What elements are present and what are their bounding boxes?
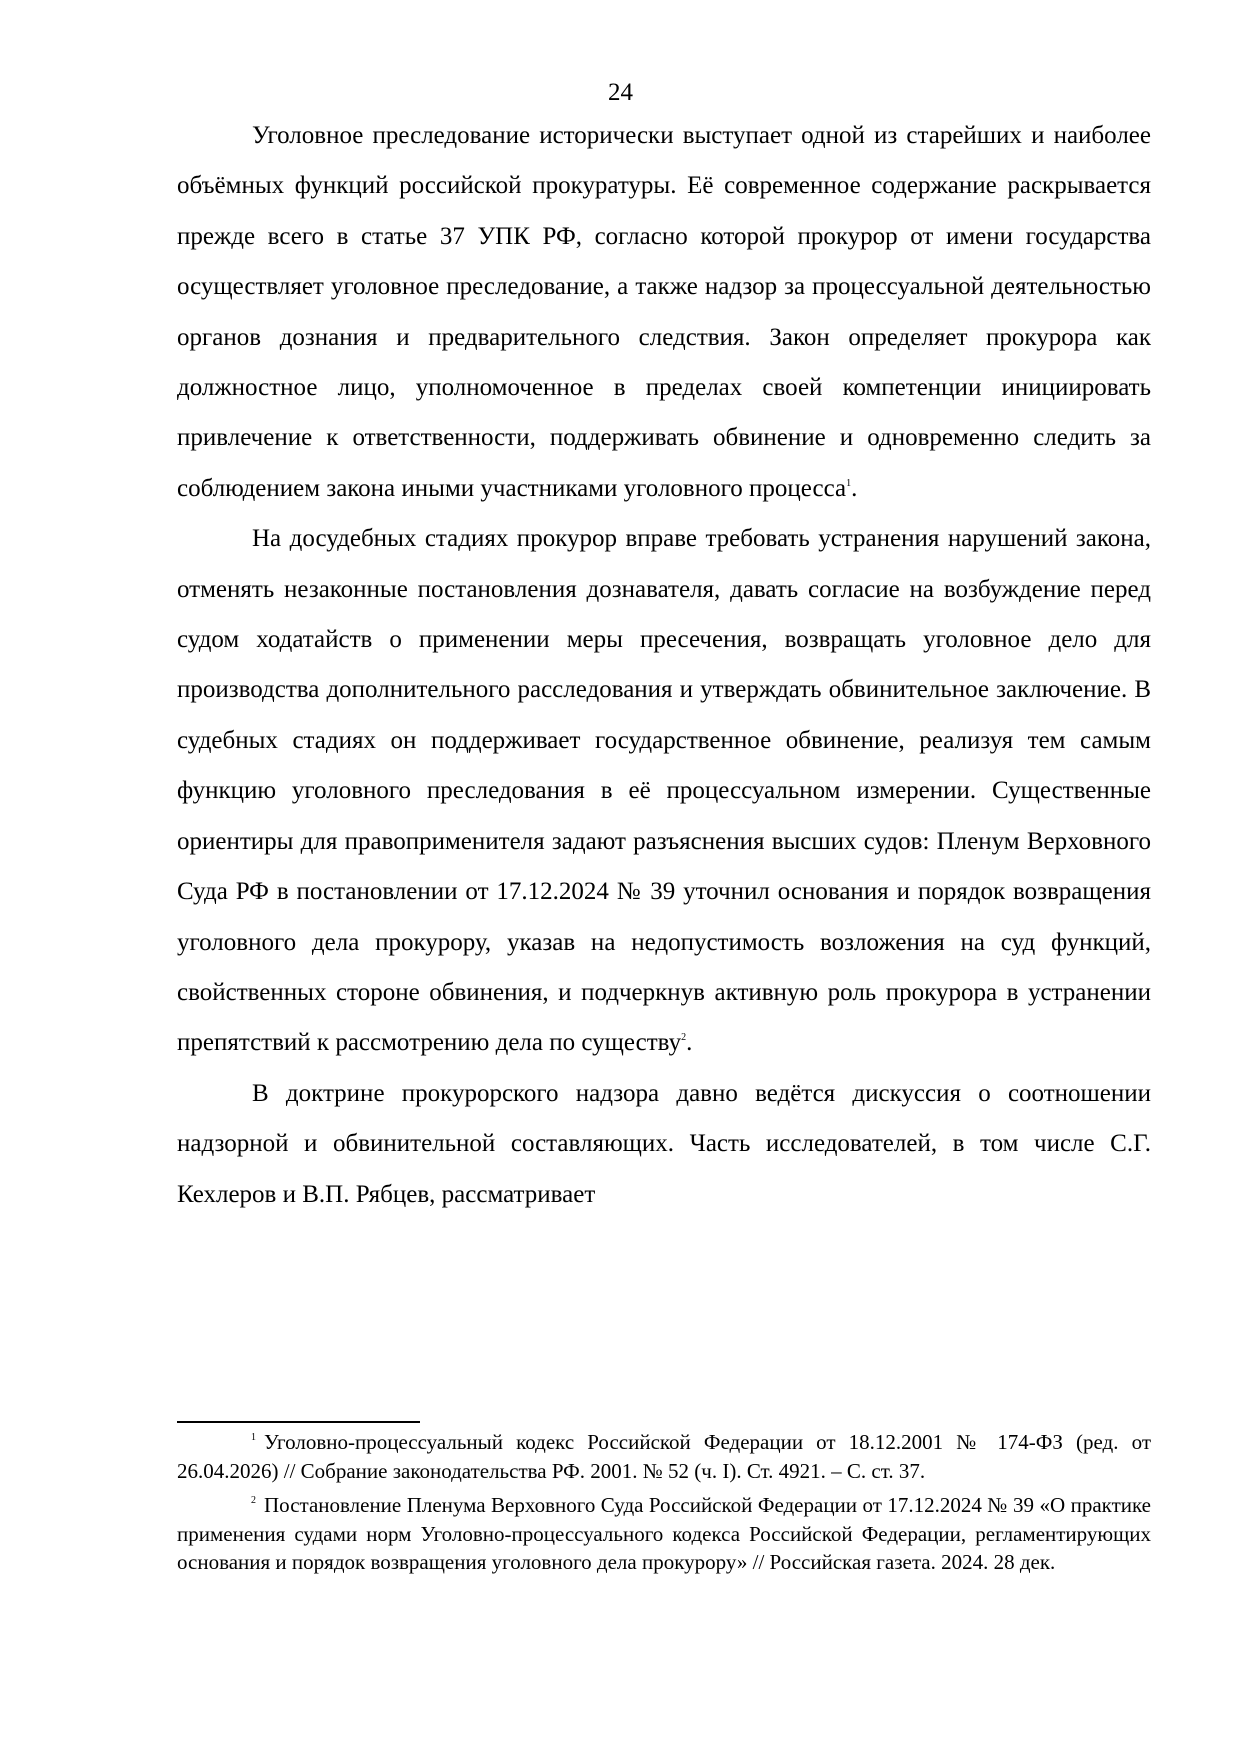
footnote-separator <box>177 1421 420 1423</box>
paragraph-1 <box>177 111 1151 514</box>
footnote-2-mark: 2 <box>251 1495 256 1506</box>
footnote-2-text: Постановление Пленума Верховного Суда Российской Федерации от 17.12.2024 № 39 «О практике применения судами норм Уголовно-процессуального кодекса Российской Федерации, регламентирующих основания и порядок возвращения уголовного дела прокурору» // Российская газета. 2024. 28 дек. <box>177 1493 1151 1574</box>
paragraph-1-text: Уголовное преследование исторически выступает одной из старейших и наиболее объёмных функций российской прокуратуры. Её современное содержание раскрывается прежде всего в статье 37 УПК РФ, согласно которой прокурор от имени государства осуществляет уголовное преследование, а также надзор за процессуальной деятельностью органов дознания и предварительного следствия. Закон определяет прокурора как должностное лицо, уполномоченное в пределах своей компетенции инициировать привлечение к ответственности, поддерживать обвинение и одновременно следить за соблюдением закона иными участниками уголовного процесса <box>177 122 1151 502</box>
page-number: 24 <box>608 79 633 106</box>
body-text <box>177 111 1151 1220</box>
footnote-ref-2[interactable]: 2 <box>681 1032 687 1044</box>
paragraph-1-end: . <box>851 474 858 502</box>
paragraph-2-end: . <box>686 1029 693 1057</box>
footnote-1-mark: 1 <box>251 1432 256 1443</box>
paragraph-3 <box>177 1069 1151 1220</box>
paragraph-2 <box>177 514 1151 1068</box>
footnote-1-text: Уголовно-процессуальный кодекс Российской Федерации от 18.12.2001 № 174-ФЗ (ред. от 26.04.2026) // Собрание законодательства РФ. 2001. № 52 (ч. I). Ст. 4921. – С. ст. 37. <box>177 1430 1151 1483</box>
footnotes <box>177 1428 1151 1577</box>
footnote-ref-1[interactable]: 1 <box>846 477 852 489</box>
paragraph-3-text: В доктрине прокурорского надзора давно ведётся дискуссия о соотношении надзорной и обвинительной составляющих. Часть исследователей, в том числе С.Г. Кехлеров и В.П. Рябцев, рассматривает <box>177 1079 1151 1208</box>
footnote-1 <box>177 1428 1151 1485</box>
footnote-2 <box>177 1491 1151 1577</box>
paragraph-2-text: На досудебных стадиях прокурор вправе требовать устранения нарушений закона, отменять незаконные постановления дознавателя, давать согласие на возбуждение перед судом ходатайств о применении меры пресечения, возвращать уголовное дело для производства дополнительного расследования и утверждать обвинительное заключение. В судебных стадиях он поддерживает государственное обвинение, реализуя тем самым функцию уголовного преследования в её процессуальном измерении. Существенные ориентиры для правоприменителя задают разъяснения высших судов: Пленум Верховного Суда РФ в постановлении от 17.12.2024 № 39 уточнил основания и порядок возвращения уголовного дела прокурору, указав на недопустимость возложения на суд функций, свойственных стороне обвинения, и подчеркнув активную роль прокурора в устранении препятствий к рассмотрению дела по существу <box>177 525 1151 1057</box>
